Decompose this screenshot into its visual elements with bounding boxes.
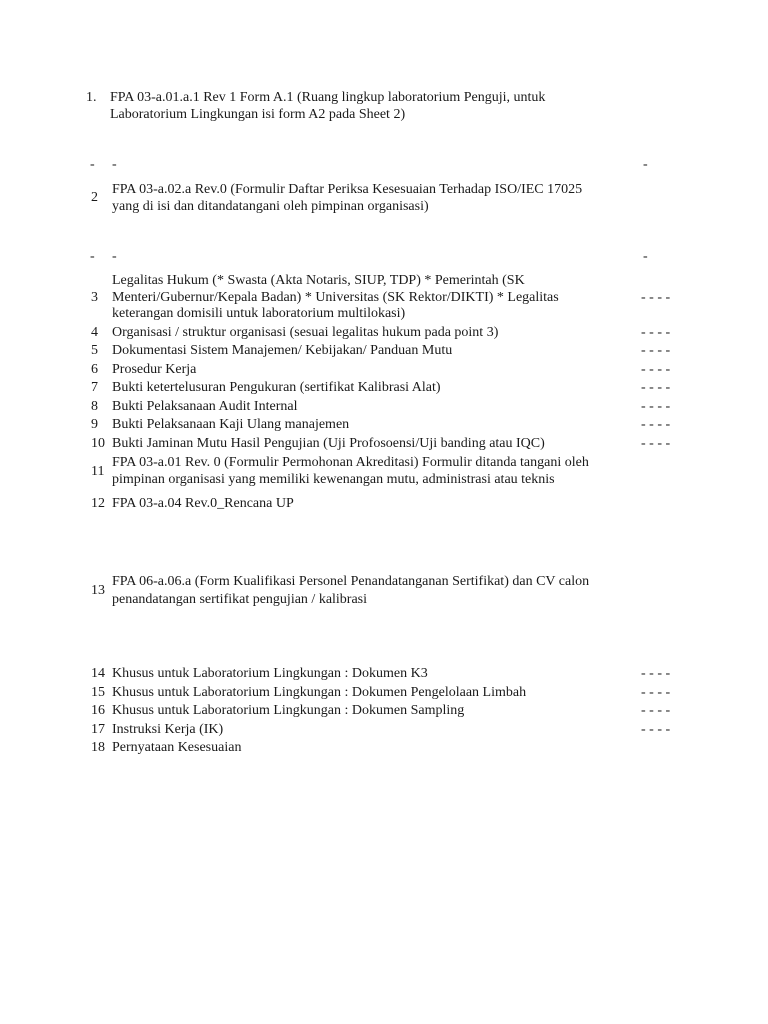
item-number: 5 [91, 343, 98, 358]
item-number: 10 [91, 436, 105, 451]
item-status: - - - - [641, 343, 671, 358]
item-description: Organisasi / struktur organisasi (sesuai legalitas hukum pada point 3) [112, 325, 499, 340]
item-description: FPA 03-a.01 Rev. 0 (Formulir Permohonan Akreditasi) Formulir ditanda tangani oleh [112, 455, 589, 470]
item-number: 2 [91, 190, 98, 205]
item-number: 11 [91, 464, 105, 479]
item-number: 3 [91, 290, 98, 305]
item-status: - - - - [641, 703, 671, 718]
item-number: 14 [91, 666, 105, 681]
item-description: Bukti ketertelusuran Pengukuran (sertifikat Kalibrasi Alat) [112, 380, 441, 395]
item-description: Dokumentasi Sistem Manajemen/ Kebijakan/ Panduan Mutu [112, 343, 453, 358]
item-status: - - - - [641, 362, 671, 377]
item-number: 1. [86, 90, 97, 105]
item-number: 17 [91, 722, 105, 737]
separator-number: - [90, 249, 95, 264]
item-description: Bukti Jaminan Mutu Hasil Pengujian (Uji Profosoensi/Uji banding atau IQC) [112, 436, 545, 451]
item-status: - - - - [641, 685, 671, 700]
separator-description: - [112, 249, 117, 264]
item-description: yang di isi dan ditandatangani oleh pimpinan organisasi) [112, 199, 429, 214]
item-status: - - - - [641, 666, 671, 681]
item-number: 9 [91, 417, 98, 432]
item-description: Laboratorium Lingkungan isi form A2 pada Sheet 2) [110, 107, 406, 122]
item-description: Khusus untuk Laboratorium Lingkungan : Dokumen Sampling [112, 703, 465, 718]
item-description: pimpinan organisasi yang memiliki kewenangan mutu, administrasi atau teknis [112, 472, 555, 487]
item-description: Pernyataan Kesesuaian [112, 740, 242, 755]
item-description: Bukti Pelaksanaan Audit Internal [112, 399, 298, 414]
item-number: 12 [91, 496, 105, 511]
item-number: 6 [91, 362, 98, 377]
item-number: 15 [91, 685, 105, 700]
item-status: - - - - [641, 325, 671, 340]
item-status: - - - - [641, 399, 671, 414]
item-status: - - - - [641, 722, 671, 737]
item-status: - - - - [641, 417, 671, 432]
separator-status: - [643, 157, 648, 172]
item-description: FPA 03-a.01.a.1 Rev 1 Form A.1 (Ruang lingkup laboratorium Penguji, untuk [110, 90, 546, 105]
item-description: Bukti Pelaksanaan Kaji Ulang manajemen [112, 417, 350, 432]
item-number: 13 [91, 583, 105, 598]
separator-description: - [112, 157, 117, 172]
item-description: FPA 03-a.02.a Rev.0 (Formulir Daftar Periksa Kesesuaian Terhadap ISO/IEC 17025 [112, 182, 583, 197]
item-number: 16 [91, 703, 105, 718]
item-description: penandatangan sertifikat pengujian / kalibrasi [112, 592, 368, 607]
item-description: Legalitas Hukum (* Swasta (Akta Notaris, SIUP, TDP) * Pemerintah (SK [112, 273, 525, 288]
item-description: Instruksi Kerja (IK) [112, 722, 224, 737]
separator-status: - [643, 249, 648, 264]
item-description: FPA 06-a.06.a (Form Kualifikasi Personel Penandatanganan Sertifikat) dan CV calon [112, 574, 590, 589]
item-number: 8 [91, 399, 98, 414]
item-description: Menteri/Gubernur/Kepala Badan) * Universitas (SK Rektor/DIKTI) * Legalitas [112, 290, 559, 305]
item-number: 4 [91, 325, 98, 340]
item-number: 18 [91, 740, 105, 755]
item-status: - - - - [641, 290, 671, 305]
item-number: 7 [91, 380, 98, 395]
item-description: FPA 03-a.04 Rev.0_Rencana UP [112, 496, 294, 511]
item-description: Khusus untuk Laboratorium Lingkungan : Dokumen Pengelolaan Limbah [112, 685, 527, 700]
item-status: - - - - [641, 436, 671, 451]
item-description: keterangan domisili untuk laboratorium multilokasi) [112, 306, 406, 321]
item-description: Khusus untuk Laboratorium Lingkungan : Dokumen K3 [112, 666, 428, 681]
separator-number: - [90, 157, 95, 172]
item-description: Prosedur Kerja [112, 362, 197, 377]
item-status: - - - - [641, 380, 671, 395]
